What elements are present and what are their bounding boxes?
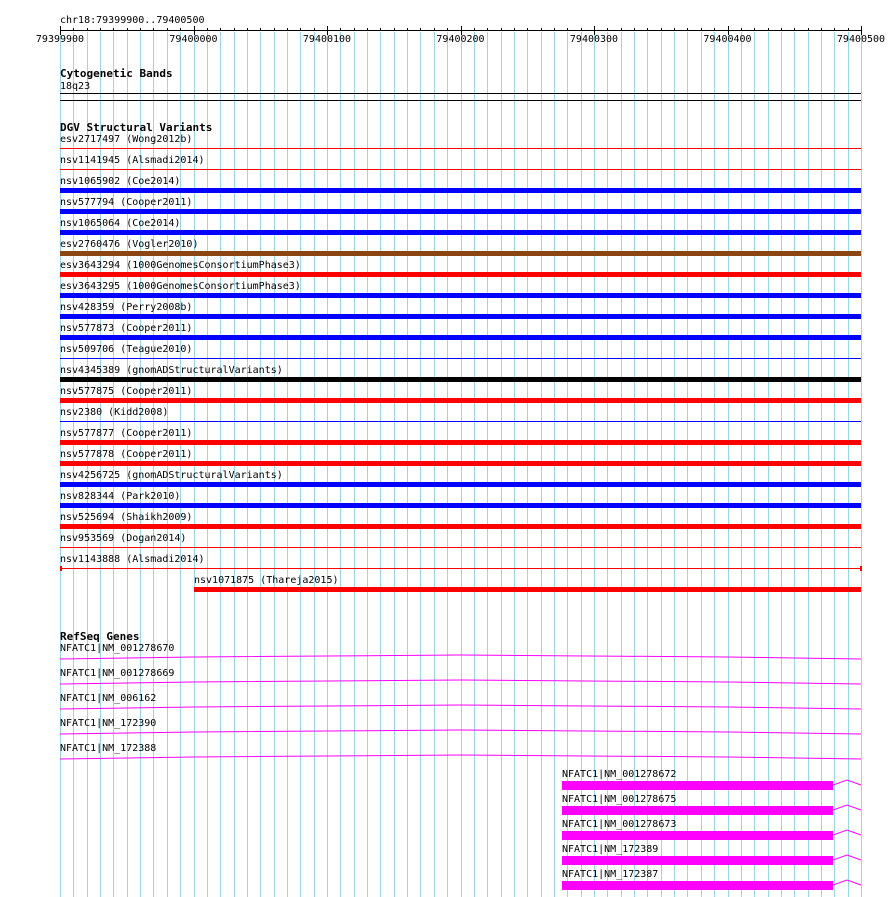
- variant-bar[interactable]: [60, 148, 861, 149]
- variant-label: nsv525694 (Shaikh2009): [60, 512, 193, 523]
- variant-bar[interactable]: [60, 547, 861, 548]
- variant-bar[interactable]: [60, 293, 861, 298]
- variant-bar[interactable]: [60, 398, 861, 403]
- ruler-tick-label: 79399900: [35, 34, 85, 45]
- variant-label: nsv1065902 (Coe2014): [60, 176, 181, 187]
- variant-bar[interactable]: [60, 358, 861, 359]
- variant-bar[interactable]: [60, 440, 861, 445]
- gene-label: NFATC1|NM_001278669: [60, 668, 175, 679]
- variant-label: nsv428359 (Perry2008b): [60, 302, 193, 313]
- gene-label: NFATC1|NM_001278673: [562, 819, 677, 830]
- intron-hat: [833, 852, 863, 864]
- variant-bar[interactable]: [60, 272, 861, 277]
- intron-line[interactable]: [0, 651, 890, 663]
- variant-label: esv3643295 (1000GenomesConsortiumPhase3): [60, 281, 301, 292]
- variant-label: nsv577878 (Cooper2011): [60, 449, 193, 460]
- variant-bar[interactable]: [60, 188, 861, 193]
- intron-line[interactable]: [0, 751, 890, 763]
- variant-bar[interactable]: [60, 568, 861, 569]
- variant-bar[interactable]: [60, 421, 861, 422]
- variant-label: nsv1141945 (Alsmadi2014): [60, 155, 205, 166]
- gene-label: NFATC1|NM_001278675: [562, 794, 677, 805]
- intron-line[interactable]: [0, 726, 890, 738]
- variant-label: esv3643294 (1000GenomesConsortiumPhase3): [60, 260, 301, 271]
- variant-bar[interactable]: [60, 314, 861, 319]
- intron-hat: [833, 777, 863, 789]
- variant-label: nsv577794 (Cooper2011): [60, 197, 193, 208]
- variant-bar[interactable]: [60, 169, 861, 170]
- variant-bar[interactable]: [194, 587, 861, 592]
- variant-bar[interactable]: [60, 209, 861, 214]
- variant-bar[interactable]: [60, 251, 861, 256]
- gene-label: NFATC1|NM_172387: [562, 869, 659, 880]
- ruler: [0, 20, 890, 70]
- variant-label: nsv4256725 (gnomADStructuralVariants): [60, 470, 283, 481]
- variant-label: nsv509706 (Teague2010): [60, 344, 193, 355]
- gene-label: NFATC1|NM_172388: [60, 743, 157, 754]
- cytoband-line: [60, 93, 861, 94]
- cytoband-line: [60, 100, 861, 101]
- variant-label: nsv577873 (Cooper2011): [60, 323, 193, 334]
- ruler-tick-label: 79400300: [569, 34, 619, 45]
- ruler-tick-label: 79400000: [169, 34, 218, 45]
- variant-label: nsv953569 (Dogan2014): [60, 533, 187, 544]
- ruler-tick-label: 79400200: [436, 34, 485, 45]
- region-label: chr18:79399900..79400500: [60, 15, 205, 26]
- intron-line[interactable]: [0, 701, 890, 713]
- intron-hat: [833, 877, 863, 889]
- variant-label: nsv1071875 (Thareja2015): [194, 575, 339, 586]
- variant-label: nsv1143888 (Alsmadi2014): [60, 554, 205, 565]
- intron-hat: [833, 827, 863, 839]
- ruler-tick-label: 79400400: [703, 34, 752, 45]
- intron-hat: [833, 802, 863, 814]
- variant-label: esv2760476 (Vogler2010): [60, 239, 199, 250]
- variant-end-cap: [60, 566, 62, 571]
- gene-label: NFATC1|NM_001278672: [562, 769, 677, 780]
- gene-label: NFATC1|NM_172390: [60, 718, 157, 729]
- variant-bar[interactable]: [60, 335, 861, 340]
- ruler-tick-label: 79400500: [836, 34, 886, 45]
- variant-bar[interactable]: [60, 524, 861, 529]
- ruler-tick-label: 79400100: [302, 34, 352, 45]
- gene-label: NFATC1|NM_006162: [60, 693, 157, 704]
- variant-label: nsv4345389 (gnomADStructuralVariants): [60, 365, 283, 376]
- variant-bar[interactable]: [60, 503, 861, 508]
- dgv-title: DGV Structural Variants: [60, 121, 213, 134]
- variant-label: nsv1065064 (Coe2014): [60, 218, 181, 229]
- gene-label: NFATC1|NM_172389: [562, 844, 659, 855]
- variant-label: esv2717497 (Wong2012b): [60, 134, 193, 145]
- exon-block[interactable]: [562, 781, 833, 790]
- variant-bar[interactable]: [60, 482, 861, 487]
- exon-block[interactable]: [562, 881, 833, 890]
- cytoband-label: 18q23: [60, 81, 91, 92]
- variant-label: nsv577877 (Cooper2011): [60, 428, 193, 439]
- variant-bar[interactable]: [60, 377, 861, 382]
- exon-block[interactable]: [562, 806, 833, 815]
- variant-label: nsv577875 (Cooper2011): [60, 386, 193, 397]
- exon-block[interactable]: [562, 856, 833, 865]
- variant-bar[interactable]: [60, 461, 861, 466]
- gene-label: NFATC1|NM_001278670: [60, 643, 175, 654]
- intron-line[interactable]: [0, 676, 890, 688]
- exon-block[interactable]: [562, 831, 833, 840]
- cytoband-title: Cytogenetic Bands: [60, 67, 173, 80]
- variant-end-cap: [860, 566, 862, 571]
- variant-label: nsv828344 (Park2010): [60, 491, 181, 502]
- variant-label: nsv2380 (Kidd2008): [60, 407, 169, 418]
- variant-bar[interactable]: [60, 230, 861, 235]
- refseq-title: RefSeq Genes: [60, 630, 140, 643]
